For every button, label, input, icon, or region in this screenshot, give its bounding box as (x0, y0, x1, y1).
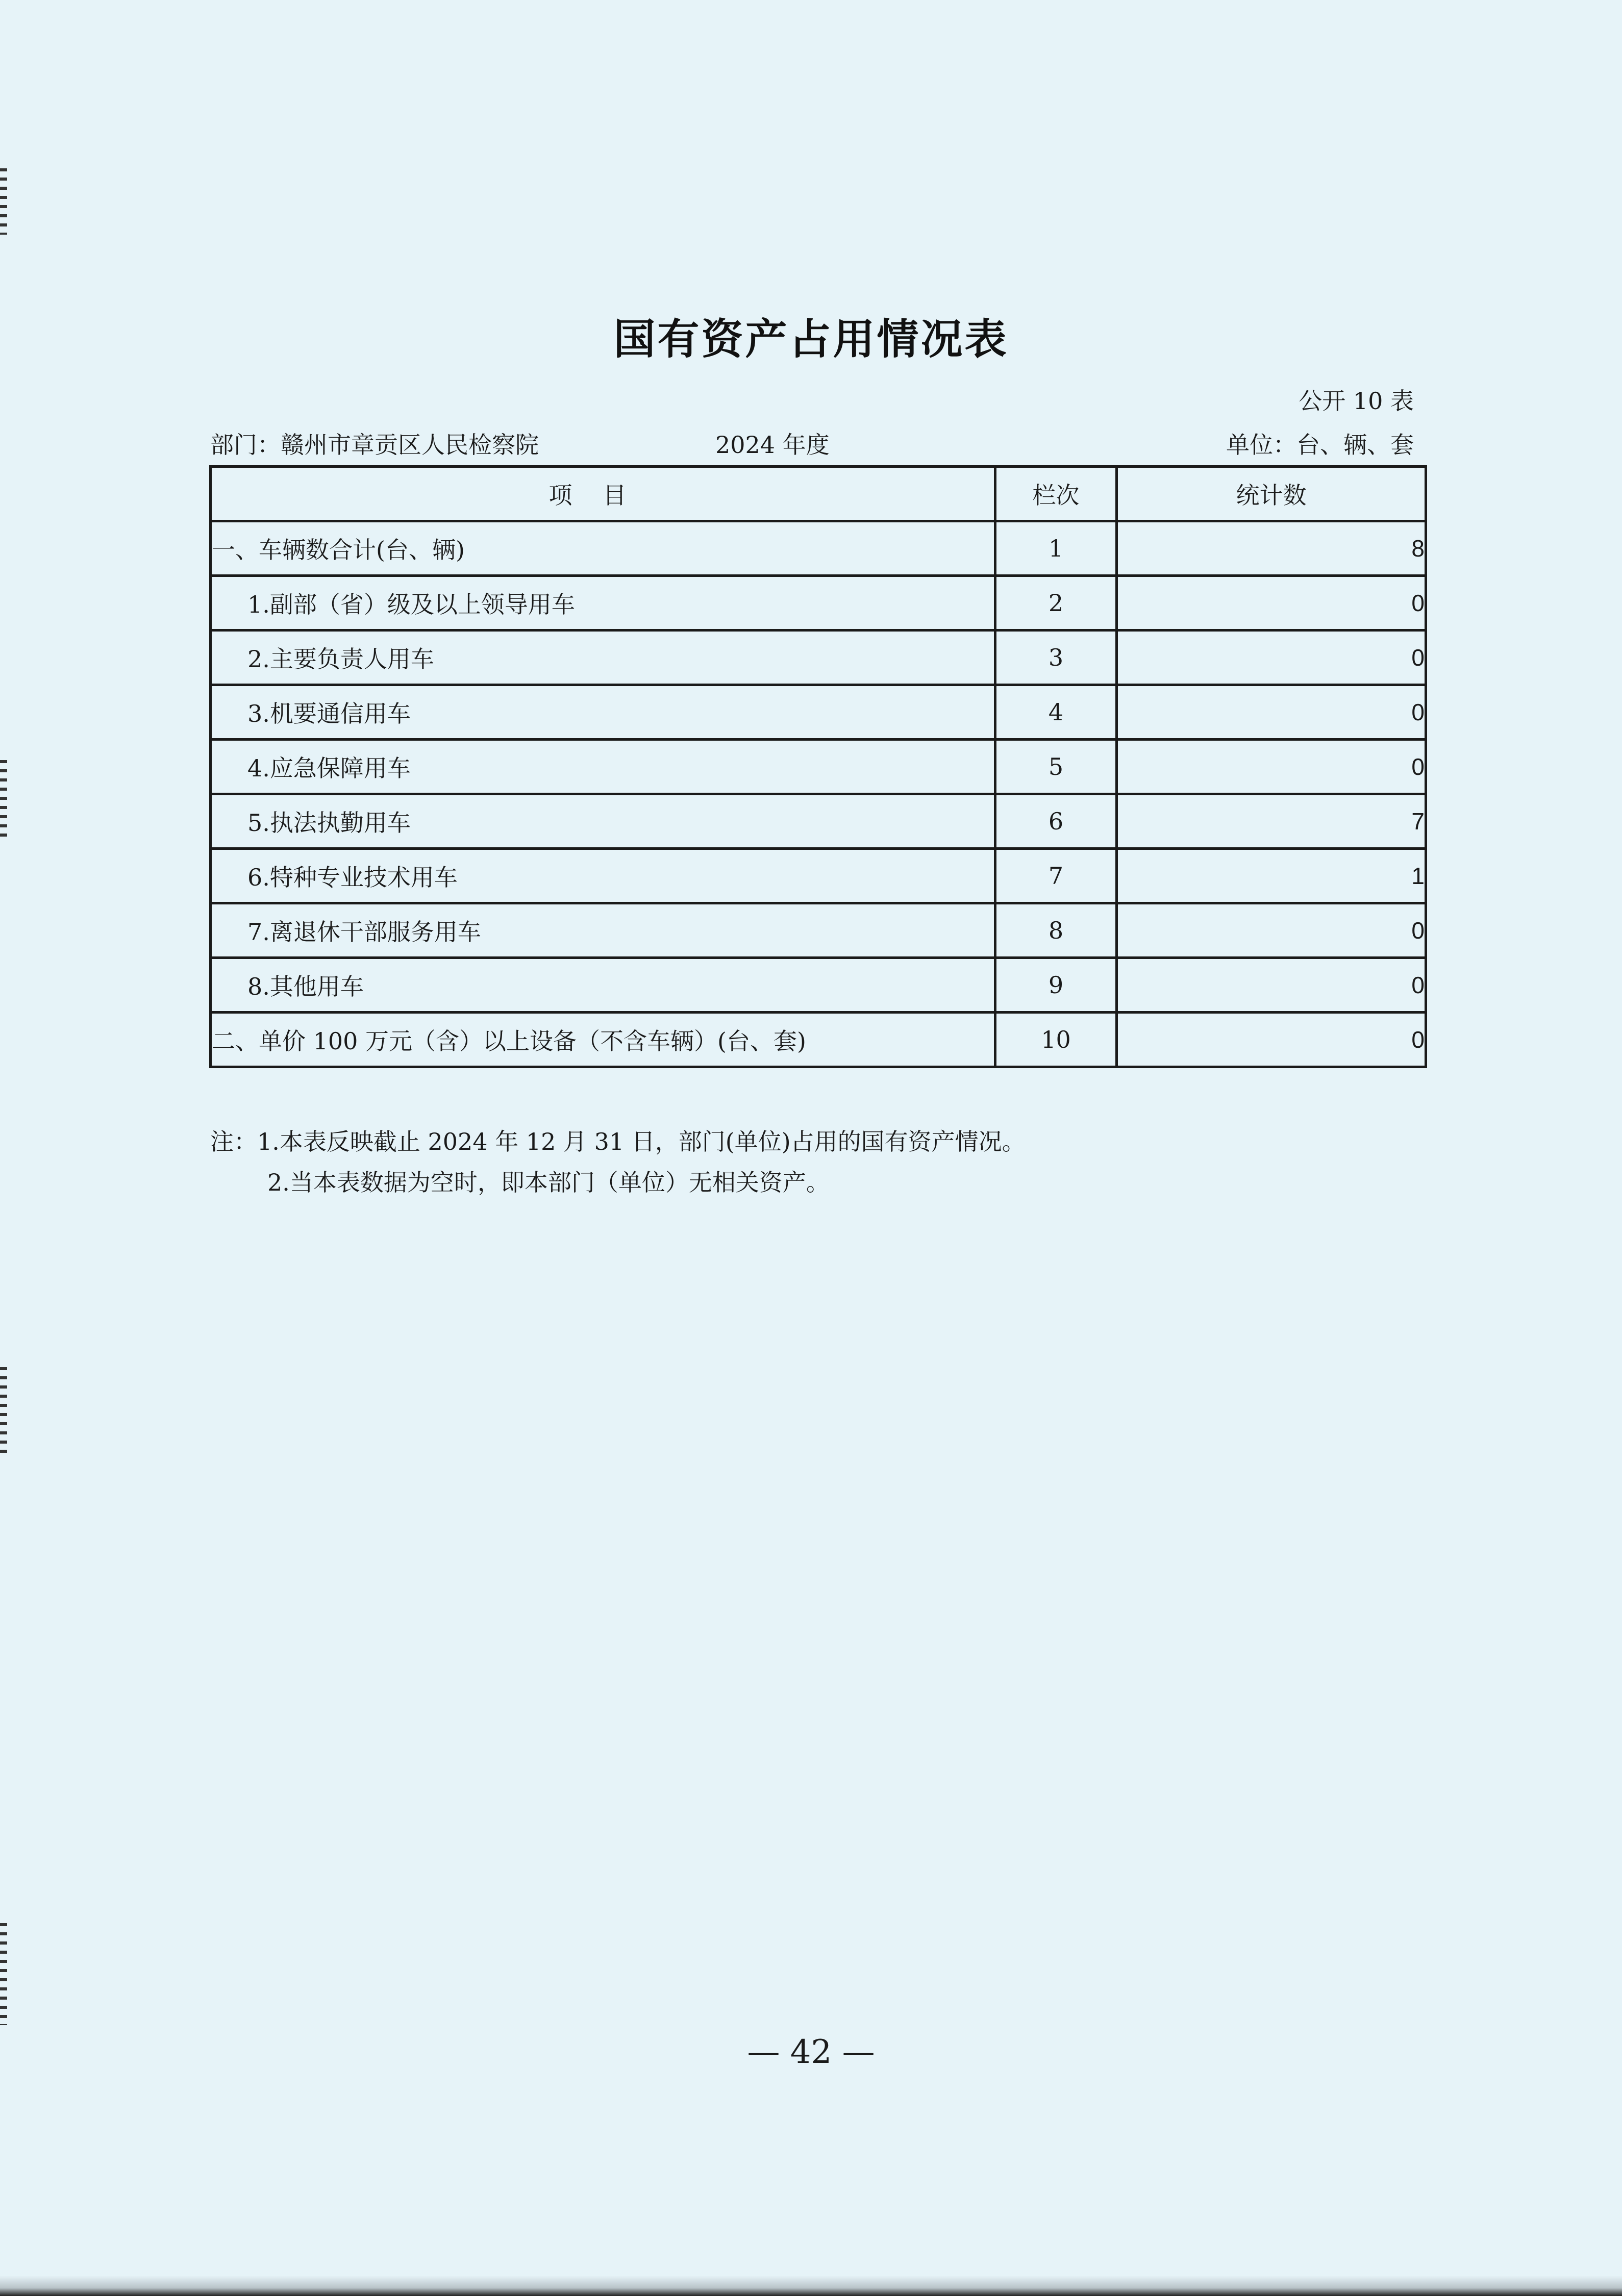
row-item: 二、单价 100 万元（含）以上设备（不含车辆）(台、套) (211, 1013, 995, 1067)
row-value: 0 (1117, 740, 1426, 794)
table-row (211, 794, 1426, 849)
row-value: 1 (1117, 849, 1426, 903)
scan-edge-mark (0, 760, 7, 842)
row-value: 7 (1117, 794, 1426, 849)
row-item: 3.机要通信用车 (211, 685, 995, 740)
table-row (211, 685, 1426, 740)
row-no: 5 (995, 740, 1117, 794)
row-no: 4 (995, 685, 1117, 740)
row-no: 9 (995, 958, 1117, 1013)
row-item: 8.其他用车 (211, 958, 995, 1013)
header-row-no: 栏次 (995, 467, 1117, 521)
row-value: 0 (1117, 576, 1426, 630)
table-row (211, 1013, 1426, 1067)
row-value: 0 (1117, 958, 1426, 1013)
row-no: 8 (995, 903, 1117, 958)
table-header-row (211, 467, 1426, 521)
row-item: 4.应急保障用车 (211, 740, 995, 794)
notes-block (210, 1121, 1026, 1203)
row-item: 1.副部（省）级及以上领导用车 (211, 576, 995, 630)
row-value: 0 (1117, 1013, 1426, 1067)
meta-row (210, 426, 1414, 457)
row-value: 0 (1117, 685, 1426, 740)
table-row (211, 740, 1426, 794)
row-no: 6 (995, 794, 1117, 849)
row-value: 8 (1117, 521, 1426, 576)
row-no: 7 (995, 849, 1117, 903)
document-title: 国有资产占用情况表 (613, 315, 1009, 364)
table-row (211, 958, 1426, 1013)
scan-bottom-edge (0, 2276, 1622, 2296)
header-value: 统计数 (1117, 467, 1426, 521)
scan-edge-mark (0, 1923, 7, 2025)
page-number: — 42 — (747, 2033, 875, 2071)
row-no: 2 (995, 576, 1117, 630)
table-row (211, 521, 1426, 576)
row-value: 0 (1117, 903, 1426, 958)
note-line: 注：1.本表反映截止 2024 年 12 月 31 日，部门(单位)占用的国有资产情况。 (210, 1128, 1026, 1155)
scan-edge-mark (0, 168, 7, 235)
header-item: 项目 (211, 467, 995, 521)
row-item: 7.离退休干部服务用车 (211, 903, 995, 958)
table-row (211, 630, 1426, 685)
form-number: 公开 10 表 (1299, 387, 1414, 415)
row-item: 2.主要负责人用车 (211, 630, 995, 685)
table-row (211, 576, 1426, 630)
table-row (211, 903, 1426, 958)
department-label: 部门：赣州市章贡区人民检察院 (210, 431, 539, 459)
unit-label: 单位：台、辆、套 (1226, 431, 1414, 459)
row-no: 1 (995, 521, 1117, 576)
asset-table (209, 465, 1427, 1068)
note-line: 2.当本表数据为空时，即本部门（单位）无相关资产。 (267, 1169, 830, 1196)
row-item: 6.特种专业技术用车 (211, 849, 995, 903)
table-row (211, 849, 1426, 903)
row-no: 10 (995, 1013, 1117, 1067)
row-value: 0 (1117, 630, 1426, 685)
row-item: 5.执法执勤用车 (211, 794, 995, 849)
row-no: 3 (995, 630, 1117, 685)
row-item: 一、车辆数合计(台、辆) (211, 521, 995, 576)
scan-edge-mark (0, 1367, 7, 1459)
fiscal-year: 2024 年度 (715, 431, 830, 459)
